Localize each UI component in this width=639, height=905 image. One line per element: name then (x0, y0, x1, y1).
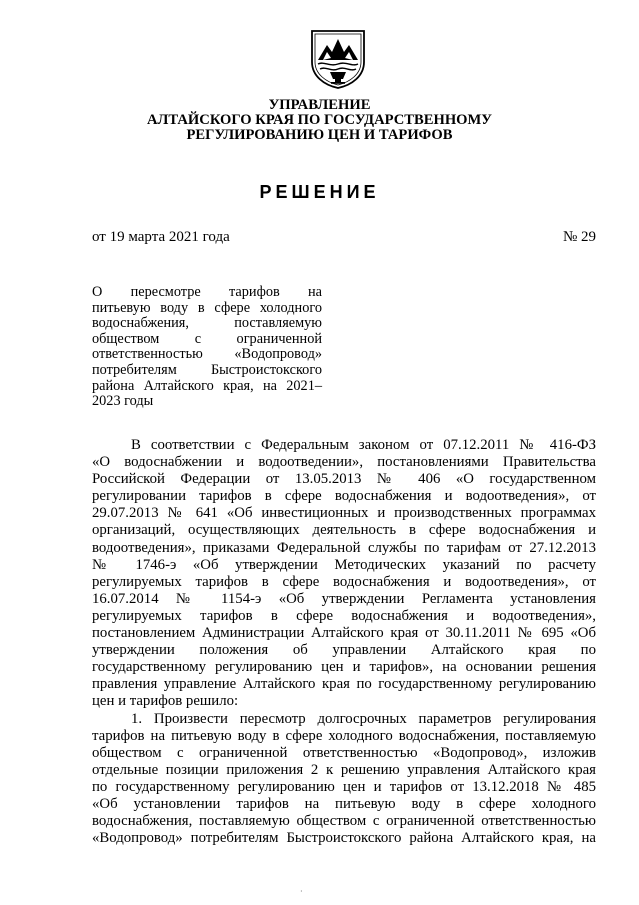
body-line: «О водоснабжении и водоотведении», постановлениями Правительства (92, 454, 596, 471)
body-line: обществом с ограниченной ответственностью «Водопровод», изложив (92, 744, 596, 761)
body-line: тарифов на питьевую воду в сфере холодного водоснабжения, поставляемую (92, 727, 596, 744)
body-line: 1. Произвести пересмотр долгосрочных параметров регулирования (131, 710, 596, 727)
agency-line-3: РЕГУЛИРОВАНИЮ ЦЕН И ТАРИФОВ (186, 127, 453, 143)
body-line: государственному регулированию цен и тарифов», на основании решения (92, 659, 596, 676)
body-line: регулируемых тарифов в сфере водоснабжения и водоотведения», от (92, 573, 596, 590)
document-date: от 19 марта 2021 года (92, 229, 230, 245)
body-line: 16.07.2014 № 1154-э «Об утверждении Регламента установления (92, 590, 596, 607)
body-line: водоотведения», приказами Федеральной службы по тарифам от 27.12.2013 (92, 539, 596, 556)
document-number: № 29 (562, 229, 596, 245)
body-line: утверждении положения об управлении Алтайского края по (92, 642, 596, 659)
body-line: «Об установлении тарифов на питьевую воду в сфере холодного (92, 795, 596, 812)
body-line: организаций, осуществляющих деятельность в сфере водоснабжения и (92, 522, 596, 539)
document-body (92, 437, 596, 847)
subject-line: ответственностью «Водопровод» (92, 346, 322, 363)
subject-line: питьевую воду в сфере холодного (92, 299, 322, 316)
subject-line: О пересмотре тарифов на (92, 284, 322, 300)
document-type-title: РЕШЕНИЕ (259, 182, 380, 202)
body-line: регулировании тарифов в сфере водоснабжения и водоотведения», от (92, 488, 596, 505)
subject-line: потребителям Быстроистокского (92, 361, 322, 378)
body-line: правления управление Алтайского края по государственному регулированию (92, 676, 596, 693)
subject-line: водоснабжения, поставляемую (92, 315, 322, 332)
subject-line: обществом с ограниченной (92, 330, 322, 347)
agency-name (0, 98, 639, 143)
body-line: регулируемых тарифов в сфере водоснабжения и водоотведения», (92, 607, 596, 624)
body-line: В соответствии с Федеральным законом от 07.12.2011 № 416-ФЗ (131, 437, 596, 453)
body-line: «Водопровод» потребителям Быстроистокского района Алтайского края, на (92, 830, 596, 847)
coat-of-arms-icon (310, 28, 366, 90)
body-line: цен и тарифов решило: (92, 693, 239, 710)
body-line: отдельные позиции приложения 2 к решению управления Алтайского края (92, 761, 596, 778)
subject-line: района Алтайского края, на 2021– (92, 377, 322, 394)
body-line: по государственному регулированию цен и тарифов от 13.12.2018 № 485 (92, 778, 596, 795)
body-line: 29.07.2013 № 641 «Об инвестиционных и производственных программах (92, 505, 596, 522)
footer-mark: · (300, 887, 303, 896)
body-line: № 1746-э «Об утверждении Методических указаний по расчету (92, 556, 596, 573)
body-line: водоснабжения, поставляемую обществом с ограниченной ответственностью (92, 813, 596, 830)
agency-line-1: УПРАВЛЕНИЕ (268, 97, 371, 113)
body-line: Российской Федерации от 13.05.2013 № 406 «О государственном (92, 471, 596, 488)
document-subject (92, 285, 322, 410)
subject-line: 2023 годы (92, 393, 154, 410)
body-line: постановлением Администрации Алтайского края от 30.11.2011 № 695 «Об (92, 625, 596, 642)
agency-line-2: АЛТАЙСКОГО КРАЯ ПО ГОСУДАРСТВЕННОМУ (146, 112, 493, 128)
